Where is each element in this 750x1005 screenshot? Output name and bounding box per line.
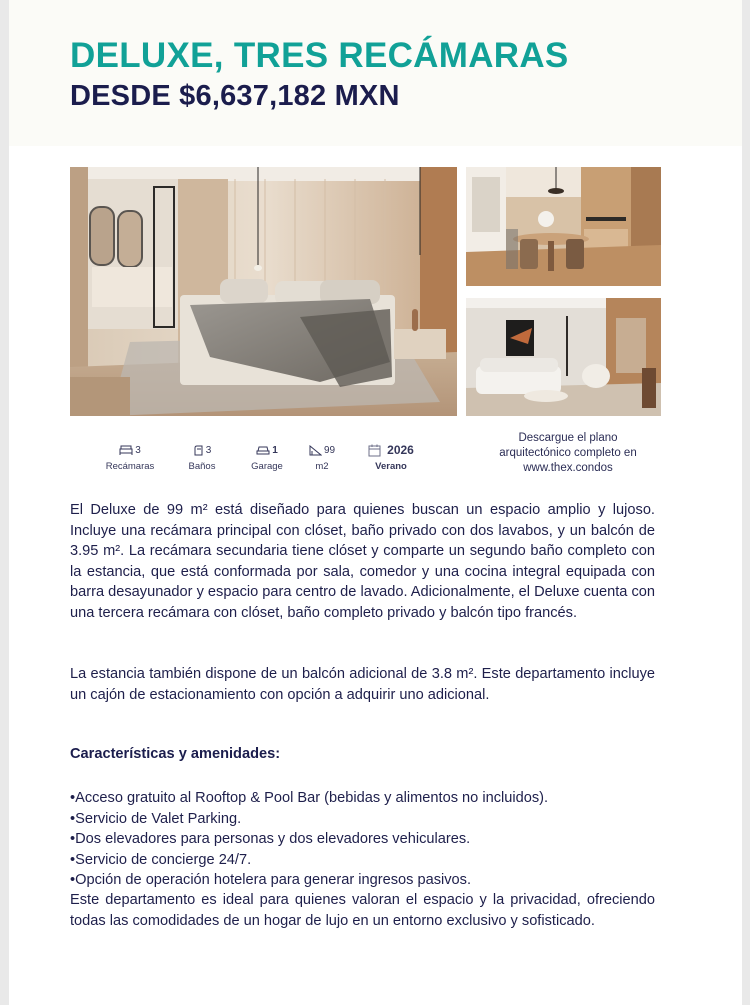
price: DESDE $6,637,182 MXN xyxy=(70,80,400,112)
list-item: •Servicio de concierge 24/7. xyxy=(70,851,252,868)
page-title: DELUXE, TRES RECÁMARAS xyxy=(70,36,569,75)
list-item: •Servicio de Valet Parking. xyxy=(70,810,242,827)
spec-bedrooms xyxy=(100,443,160,472)
spec-value: 3 xyxy=(135,444,141,456)
description-paragraph-2: La estancia también dispone de un balcón adicional de 3.8 m². Este departamento incluye un cajón de estacionamiento con opción a adquirir uno adicional. xyxy=(70,666,655,703)
closing-paragraph: Este departamento es ideal para quienes valoran el espacio y la privacidad, ofreciendo todas las comodidades de un hogar de lujo en un entorno exclusivo y sofisticado. xyxy=(70,892,655,929)
spec-label: Baños xyxy=(188,461,216,472)
floorplan-link[interactable]: www.thex.condos xyxy=(523,462,613,474)
amenities-heading: Características y amenidades: xyxy=(70,746,281,762)
calendar-icon xyxy=(368,444,381,457)
spec-bathrooms xyxy=(177,443,227,472)
list-item: •Acceso gratuito al Rooftop & Pool Bar (bebidas y alimentos no incluidos). xyxy=(70,790,549,806)
list-item: •Dos elevadores para personas y dos elevadores vehiculares. xyxy=(70,831,471,847)
area-icon xyxy=(309,445,322,456)
description-paragraph-1: El Deluxe de 99 m² está diseñado para quienes buscan un espacio amplio y lujoso. Incluye una recámara principal con clóset, baño privado con dos lavabos, y un balcón de 3.95 m². La recámara secundaria tiene clóset y comparte un segundo baño completo con la estancia, que está conformada por sala, comedor y una cocina integral equipada con barra desayunador y espacio para centro de lavado. Adicionalmente, el Deluxe cuenta con una tercera recámara con clóset, baño completo privado y balcón tipo francés. xyxy=(70,502,655,621)
spec-garage xyxy=(242,443,292,472)
spec-label: Recámaras xyxy=(105,461,155,472)
bed-icon xyxy=(119,445,133,455)
amenities-list xyxy=(70,788,655,891)
living-room-photo xyxy=(466,298,661,416)
spec-delivery xyxy=(360,443,422,472)
spec-label: Verano xyxy=(375,461,407,472)
spec-label: Garage xyxy=(251,461,283,472)
spec-value: 99 xyxy=(323,444,336,456)
floorplan-download-note xyxy=(475,431,661,476)
bedroom-photo xyxy=(70,167,457,416)
spec-area xyxy=(301,443,343,472)
bath-icon xyxy=(193,445,204,456)
car-icon xyxy=(256,445,270,455)
spec-value: 2026 xyxy=(387,443,414,457)
spec-value: 3 xyxy=(205,444,212,456)
download-line: arquitectónico completo en xyxy=(499,447,637,459)
spec-value: 1 xyxy=(272,444,278,456)
download-line: Descargue el plano xyxy=(518,432,618,444)
dining-kitchen-photo xyxy=(466,167,661,286)
list-item: •Opción de operación hotelera para generar ingresos pasivos. xyxy=(70,872,472,888)
spec-label: m2 xyxy=(315,461,329,472)
